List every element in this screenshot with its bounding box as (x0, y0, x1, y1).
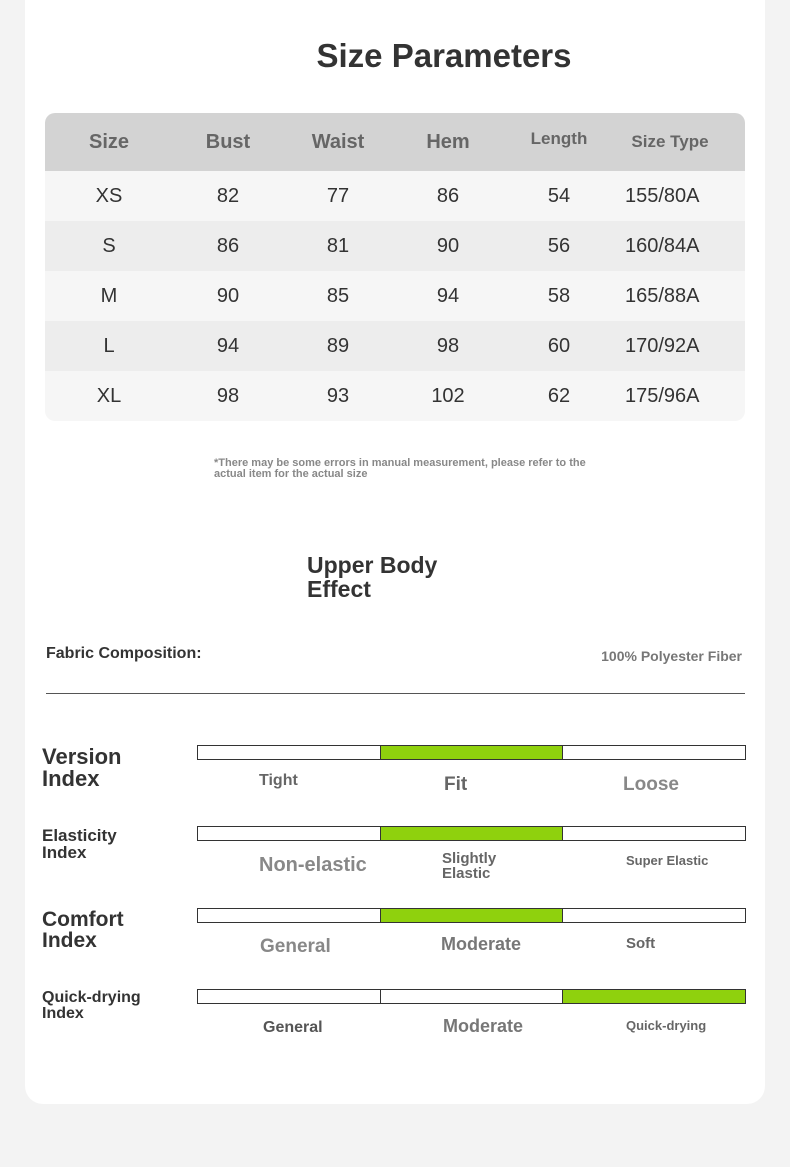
quick-drying-option-quick-drying: Quick-drying (626, 1018, 707, 1033)
bar-segment (198, 909, 381, 922)
cell-size-type: 175/96A (625, 384, 700, 407)
cell-hem: 94 (436, 284, 460, 307)
cell-waist: 85 (326, 284, 350, 307)
cell-size: L (103, 334, 115, 357)
cell-size: M (100, 284, 118, 307)
cell-bust: 94 (216, 334, 240, 357)
table-row (45, 171, 745, 221)
cell-waist: 93 (326, 384, 350, 407)
version-option-loose: Loose (623, 774, 679, 795)
comfort-option-soft: Soft (626, 935, 656, 952)
measurement-note: *There may be some errors in manual measurement, please refer to the actual item for the actual size (214, 457, 586, 480)
divider (46, 693, 745, 694)
quick-drying-option-moderate: Moderate (443, 1016, 524, 1036)
elasticity-option-slightly-elastic: Slightly Elastic (442, 850, 497, 882)
elasticity-index-bar (197, 826, 746, 841)
cell-length: 60 (547, 334, 571, 357)
cell-length: 54 (547, 184, 571, 207)
cell-waist: 89 (326, 334, 350, 357)
size-table (45, 113, 745, 421)
bar-segment (381, 909, 564, 922)
table-row (45, 271, 745, 321)
cell-size: XS (95, 184, 123, 207)
comfort-index-label: Comfort Index (42, 908, 124, 952)
header-size: Size (88, 130, 130, 153)
cell-bust: 82 (216, 184, 240, 207)
bar-segment (381, 990, 564, 1003)
cell-size-type: 170/92A (625, 334, 700, 357)
quick-drying-option-general: General (263, 1019, 323, 1036)
cell-size: XL (96, 384, 122, 407)
table-row (45, 221, 745, 271)
comfort-option-general: General (260, 936, 331, 957)
table-header-row (45, 113, 745, 171)
bar-segment (198, 990, 381, 1003)
cell-length: 58 (547, 284, 571, 307)
bar-segment (563, 909, 745, 922)
header-waist: Waist (311, 130, 365, 153)
elasticity-option-non-elastic: Non-elastic (259, 854, 367, 876)
version-index-label: Version Index (42, 744, 122, 791)
bar-segment (198, 746, 381, 759)
upper-body-effect-title: Upper Body Effect (307, 552, 438, 602)
cell-size-type: 165/88A (625, 284, 700, 307)
cell-size-type: 160/84A (625, 234, 700, 257)
table-row (45, 371, 745, 421)
quick-drying-index-label: Quick-drying Index (42, 989, 141, 1022)
header-hem: Hem (426, 130, 470, 153)
header-length: Length (530, 129, 588, 148)
table-row (45, 321, 745, 371)
size-parameters-title: Size Parameters (316, 37, 572, 74)
quick-drying-index-bar (197, 989, 746, 1004)
elasticity-index-label: Elasticity Index (42, 826, 117, 862)
version-option-tight: Tight (259, 772, 298, 789)
fabric-composition-value: 100% Polyester Fiber (601, 648, 742, 664)
bar-segment (381, 827, 564, 840)
version-index-bar (197, 745, 746, 760)
cell-hem: 86 (436, 184, 460, 207)
bar-segment (563, 746, 745, 759)
cell-bust: 98 (216, 384, 240, 407)
cell-hem: 90 (436, 234, 460, 257)
header-size-type: Size Type (631, 132, 709, 151)
cell-waist: 81 (326, 234, 350, 257)
bar-segment (198, 827, 381, 840)
bar-segment (563, 990, 745, 1003)
comfort-index-bar (197, 908, 746, 923)
cell-hem: 102 (431, 384, 465, 407)
cell-length: 62 (547, 384, 571, 407)
cell-waist: 77 (326, 184, 350, 207)
cell-length: 56 (547, 234, 571, 257)
fabric-composition-label: Fabric Composition: (46, 645, 202, 662)
cell-hem: 98 (436, 334, 460, 357)
cell-bust: 90 (216, 284, 240, 307)
comfort-option-moderate: Moderate (441, 934, 522, 954)
cell-size-type: 155/80A (625, 184, 700, 207)
header-bust: Bust (205, 130, 251, 153)
version-option-fit: Fit (444, 774, 468, 795)
bar-segment (381, 746, 564, 759)
cell-size: S (102, 234, 116, 257)
cell-bust: 86 (216, 234, 240, 257)
elasticity-option-super-elastic: Super Elastic (626, 853, 709, 868)
bar-segment (563, 827, 745, 840)
